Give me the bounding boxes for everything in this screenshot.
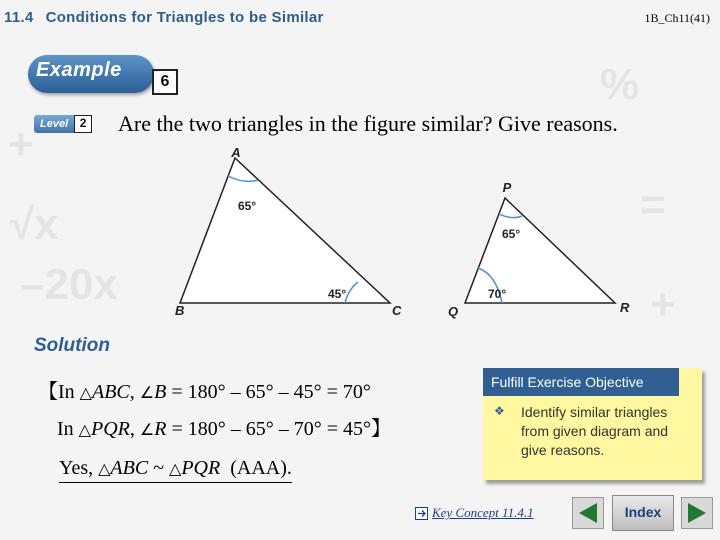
line1-sep: ,	[129, 381, 140, 403]
angle-p-label: 65°	[502, 227, 521, 241]
section-title	[4, 9, 324, 26]
solution-line-1	[38, 375, 371, 404]
objective-header: Fulfill Exercise Objective	[483, 368, 679, 396]
line2-sep: ,	[129, 418, 140, 440]
solution-line-2	[57, 412, 391, 441]
similar-symbol: ~	[148, 457, 170, 479]
vertex-r-label: R	[620, 300, 630, 315]
triangle-symbol: △	[98, 459, 111, 478]
section-title-text: Conditions for Triangles to be Similar	[45, 9, 324, 26]
triangle-name-abc: ABC	[91, 381, 130, 403]
question-text: Are the two triangles in the figure similar? Give reasons.	[118, 111, 618, 136]
diamond-bullet-icon: ❖	[494, 404, 505, 418]
vertex-c-label: C	[392, 303, 402, 318]
triangle-symbol: △	[78, 420, 91, 439]
back-arrow-icon	[573, 498, 603, 528]
angle-b-label: 45°	[328, 287, 347, 301]
line2-equation: = 180° – 65° – 70° = 45°】	[166, 418, 391, 440]
line1-open: 【In	[38, 381, 80, 403]
line3-open: Yes,	[59, 457, 99, 479]
next-button[interactable]	[681, 497, 713, 529]
example-badge	[28, 53, 176, 97]
triangle-name-pqr: PQR	[181, 457, 221, 479]
angle-symbol: ∠	[139, 383, 155, 402]
triangle-abc	[180, 158, 390, 303]
page-code: 1B_Ch11(41)	[644, 11, 710, 25]
angle-symbol: ∠	[139, 420, 155, 439]
triangle-name-abc: ABC	[110, 457, 149, 479]
example-number: 6	[152, 69, 178, 95]
triangle-symbol: △	[79, 383, 92, 402]
background-watermark: + √x –20x = + %	[8, 60, 676, 329]
vertex-p-label: P	[502, 180, 512, 195]
link-icon	[415, 507, 428, 520]
angle-q-label: 70°	[488, 287, 507, 301]
line2-open: In	[57, 418, 79, 440]
example-label: Example	[36, 59, 122, 81]
key-concept-label[interactable]: Key Concept 11.4.1	[432, 505, 534, 520]
back-button[interactable]	[572, 497, 604, 529]
key-concept-link[interactable]	[415, 505, 534, 521]
line1-equation: = 180° – 65° – 45° = 70°	[166, 381, 371, 403]
angle-a-label: 65°	[238, 199, 257, 213]
solution-conclusion	[59, 457, 292, 483]
level-number: 2	[74, 115, 92, 133]
index-button[interactable]: Index	[612, 495, 674, 531]
angle-vertex-r: R	[154, 418, 167, 440]
level-badge	[34, 115, 92, 133]
similarity-reason: (AAA).	[220, 457, 292, 479]
next-arrow-icon	[682, 498, 712, 528]
triangles-figure	[160, 140, 650, 330]
section-number: 11.4	[4, 9, 34, 26]
level-label: Level	[34, 115, 74, 133]
angle-vertex-b: B	[154, 381, 167, 403]
vertex-a-label: A	[231, 145, 241, 160]
triangle-name-pqr: PQR	[90, 418, 130, 440]
vertex-b-label: B	[175, 303, 185, 318]
solution-label: Solution	[34, 335, 110, 356]
objective-text: Identify similar triangles from given diagram and give reasons.	[521, 404, 669, 458]
objective-box	[483, 368, 702, 480]
triangle-symbol: △	[169, 459, 182, 478]
vertex-q-label: Q	[448, 304, 459, 319]
